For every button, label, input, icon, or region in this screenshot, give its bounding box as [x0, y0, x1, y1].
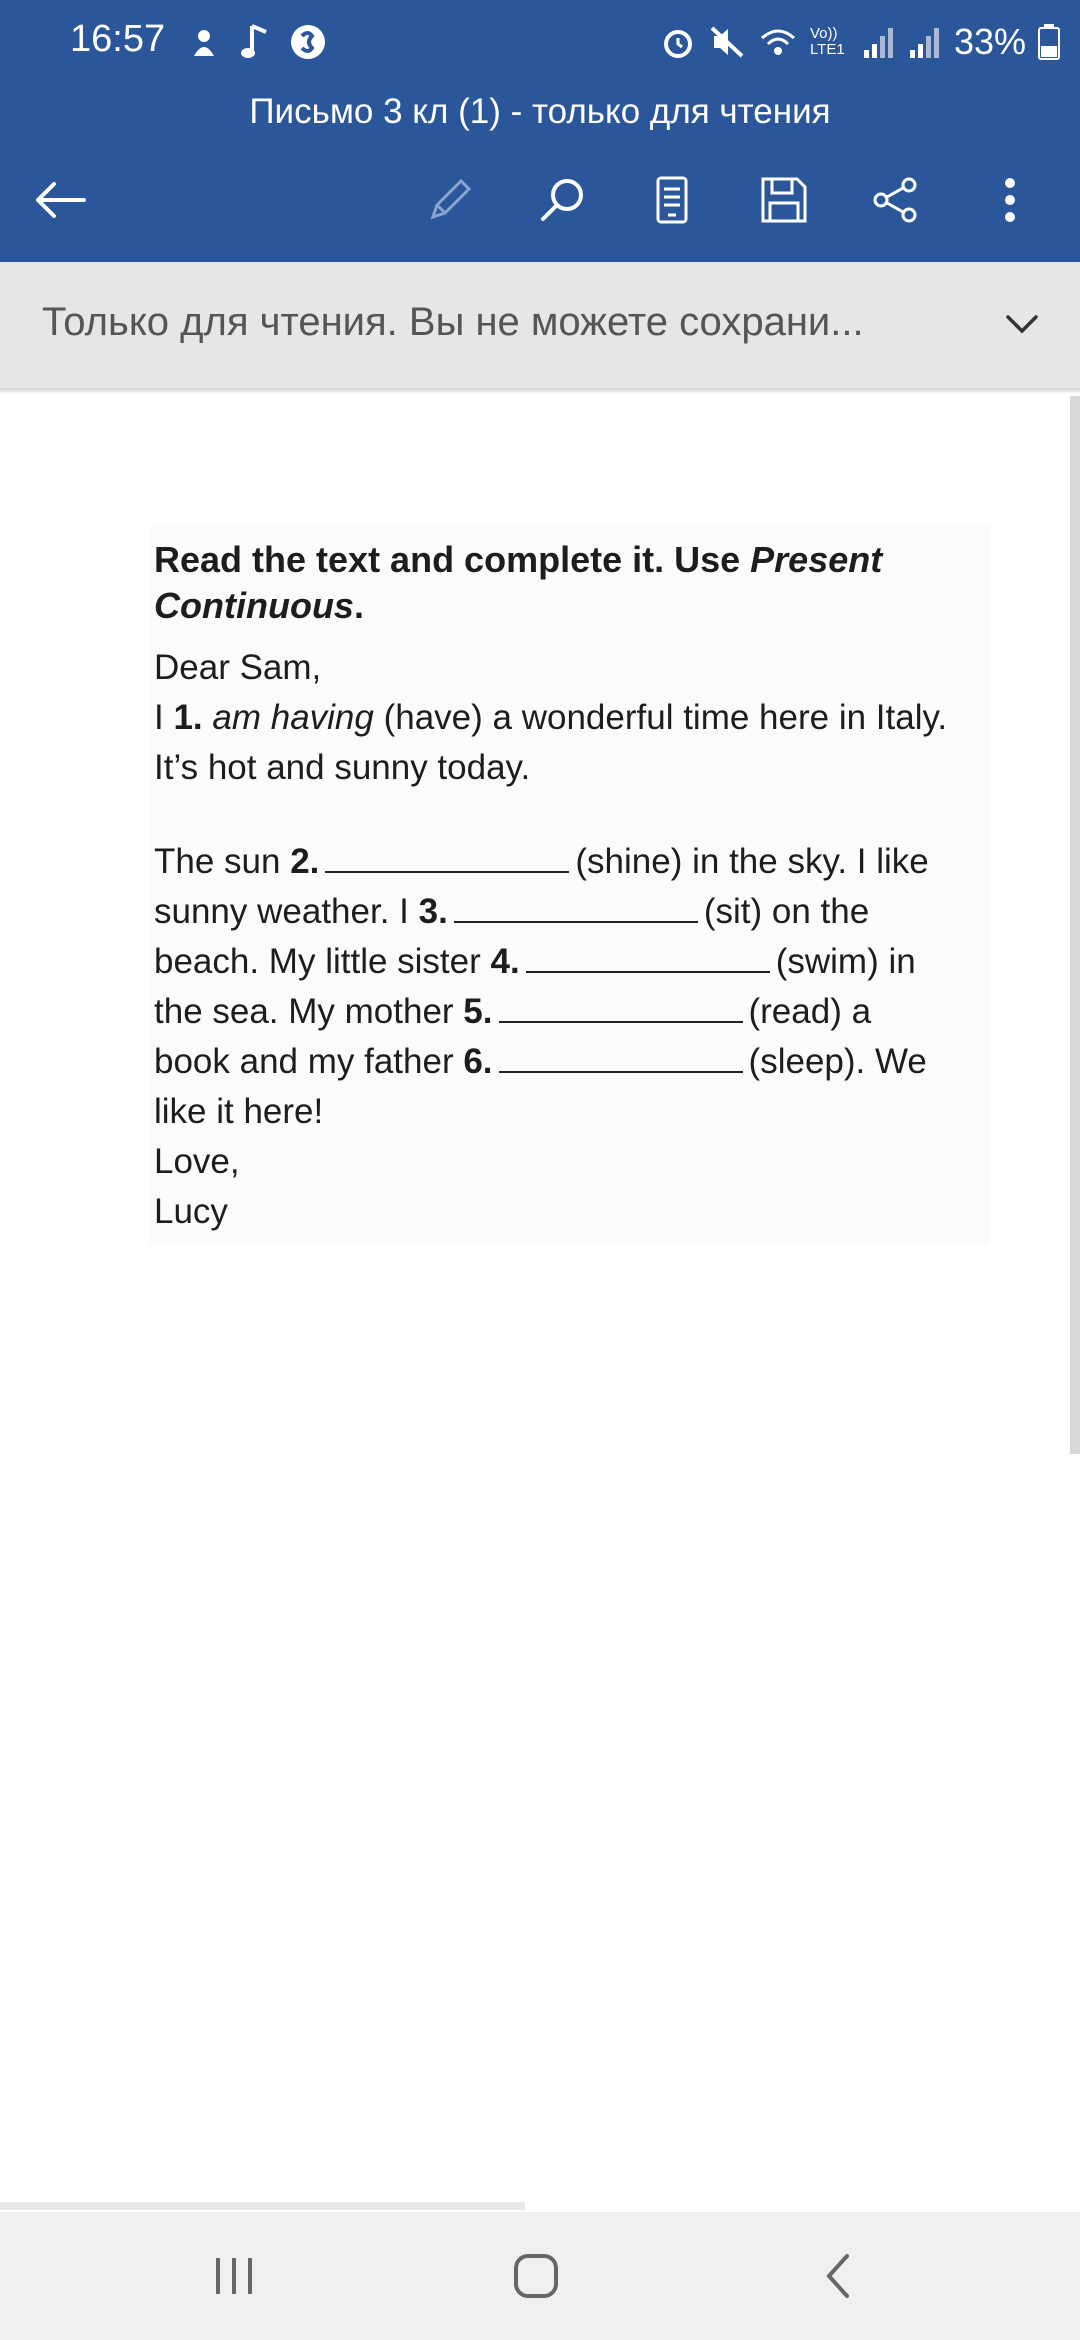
- heading-text: Read the text and complete it. Use: [154, 539, 751, 580]
- share-icon: [871, 175, 921, 225]
- alarm-icon: [660, 24, 696, 60]
- line3-start: The sun: [154, 842, 291, 881]
- text-line-1: [154, 693, 947, 743]
- answer-blank-6: [499, 1041, 743, 1073]
- signal-icon: [862, 24, 896, 60]
- page-edge: [0, 388, 1080, 394]
- line3-end: (shine) in the sky. I like: [575, 842, 929, 881]
- text-line-4: [154, 887, 869, 937]
- share-button[interactable]: [864, 168, 928, 232]
- search-icon: [537, 175, 587, 225]
- home-button[interactable]: [496, 2240, 576, 2312]
- signal-icon-2: [908, 24, 942, 60]
- text-line-7: [154, 1037, 927, 1087]
- shazam-icon: [288, 22, 328, 62]
- line7-start: book and my father: [154, 1042, 464, 1081]
- search-button[interactable]: [530, 168, 594, 232]
- chevron-down-icon: [1005, 314, 1039, 334]
- text-line-6: [154, 987, 871, 1037]
- save-icon: [759, 175, 809, 225]
- system-status-icons: [660, 18, 1060, 66]
- item-number-3: 3.: [418, 892, 448, 931]
- status-bar: [0, 0, 1080, 86]
- music-note-icon: [240, 22, 270, 62]
- line4-start: sunny weather. I: [154, 892, 419, 931]
- toolbar: [0, 160, 1080, 240]
- heading-end: .: [353, 585, 364, 626]
- system-navigation-bar: [0, 2212, 1080, 2340]
- back-button[interactable]: [28, 168, 92, 232]
- item-number-5: 5.: [463, 992, 493, 1031]
- line6-end: (read) a: [748, 992, 872, 1031]
- line7-end: (sleep). We: [748, 1042, 927, 1081]
- item-number-4: 4.: [490, 942, 520, 981]
- reading-view-icon: [652, 175, 692, 225]
- line1-rest: (have) a wonderful time here in Italy.: [373, 698, 948, 737]
- signature: Lucy: [154, 1192, 228, 1231]
- more-vertical-icon: [1000, 175, 1020, 225]
- closing: Love,: [154, 1142, 240, 1181]
- edit-pencil-icon: [425, 175, 475, 225]
- banner-expand-button[interactable]: [990, 292, 1054, 356]
- wifi-icon: [758, 24, 798, 60]
- status-time: 16:57: [70, 18, 166, 60]
- answer-blank-3: [454, 891, 698, 923]
- text-line-2: It’s hot and sunny today.: [154, 748, 531, 787]
- line5-start: beach. My little sister: [154, 942, 491, 981]
- system-back-button[interactable]: [798, 2240, 878, 2312]
- greeting: Dear Sam,: [154, 648, 322, 687]
- scanned-exercise-image: [150, 525, 990, 1245]
- answer-blank-2: [325, 841, 569, 873]
- battery-percent: 33%: [953, 21, 1026, 62]
- recent-apps-button[interactable]: [194, 2240, 274, 2312]
- exercise-heading: [154, 537, 984, 629]
- line5-end: (swim) in: [775, 942, 916, 981]
- item-number-2: 2.: [290, 842, 320, 881]
- reading-view-button[interactable]: [640, 168, 704, 232]
- back-chevron-icon: [823, 2252, 853, 2300]
- example-answer: am having: [202, 698, 374, 737]
- battery-icon: [1038, 24, 1060, 60]
- home-icon: [512, 2252, 560, 2300]
- network-type: Vo)) LTE1: [809, 25, 845, 58]
- app-header: [0, 0, 1080, 262]
- text-line-3: [154, 837, 929, 887]
- mute-icon: [708, 24, 746, 60]
- text-line-5: [154, 937, 916, 987]
- answer-blank-5: [499, 991, 743, 1023]
- horizontal-scroll-indicator: [0, 2202, 525, 2210]
- readonly-banner-text: Только для чтения. Вы не можете сохрани...: [42, 300, 864, 344]
- save-button[interactable]: [752, 168, 816, 232]
- document-title: Письмо 3 кл (1) - только для чтения: [249, 92, 831, 131]
- notification-app-icon: [186, 24, 222, 60]
- notification-icons: [186, 20, 328, 64]
- readonly-banner[interactable]: [0, 262, 1080, 388]
- answer-blank-4: [526, 941, 770, 973]
- line4-end: (sit) on the: [703, 892, 870, 931]
- edit-button[interactable]: [418, 168, 482, 232]
- heading-italic: Present Continuous: [154, 539, 883, 626]
- text-line-8: like it here!: [154, 1092, 324, 1131]
- more-options-button[interactable]: [978, 168, 1042, 232]
- item-number-1: 1.: [173, 698, 203, 737]
- line6-start: the sea. My mother: [154, 992, 464, 1031]
- item-number-6: 6.: [463, 1042, 493, 1081]
- scrollbar[interactable]: [1070, 396, 1080, 1454]
- back-arrow-icon: [34, 180, 86, 220]
- line1-prefix: I: [154, 698, 174, 737]
- recent-apps-icon: [212, 2254, 256, 2298]
